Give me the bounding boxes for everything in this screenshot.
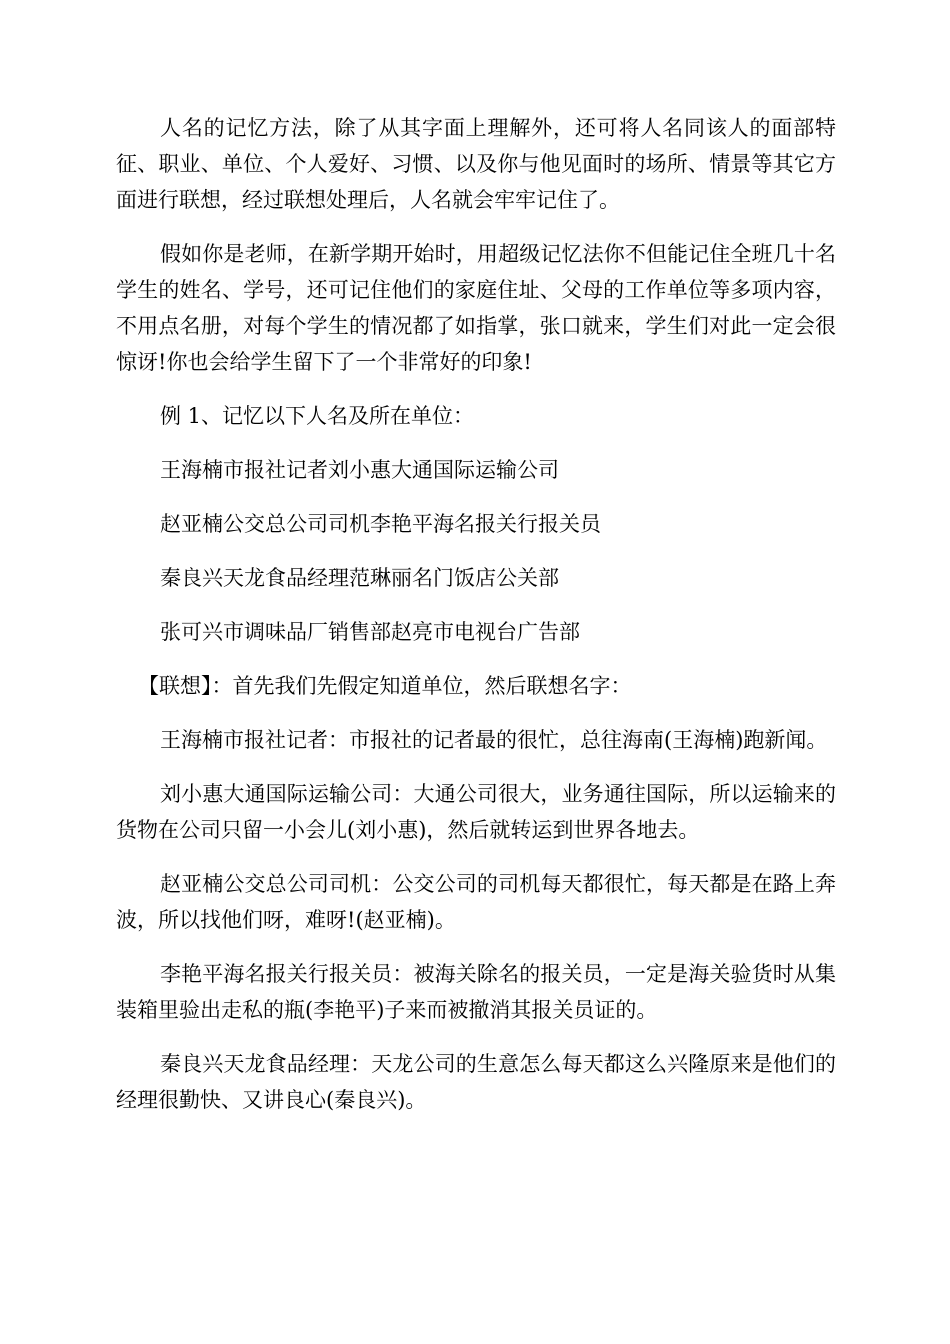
name-list-item: 秦良兴天龙食品经理范琳丽名门饭店公关部 bbox=[160, 566, 559, 590]
association-paragraph: 刘小惠大通国际运输公司：大通公司很大，业务通往国际，所以运输来的货物在公司只留一小会儿(刘小惠)，然后就转运到世界各地去。 bbox=[116, 782, 836, 842]
name-list-item: 张可兴市调味品厂销售部赵亮市电视台广告部 bbox=[160, 620, 580, 644]
association-paragraph: 王海楠市报社记者：市报社的记者最的很忙，总往海南(王海楠)跑新闻。 bbox=[160, 728, 828, 752]
association-heading: 【联想】：首先我们先假定知道单位，然后联想名字： bbox=[138, 674, 632, 698]
intro-paragraph-2: 假如你是老师，在新学期开始时，用超级记忆法你不但能记住全班几十名学生的姓名、学号，还可记住他们的家庭住址、父母的工作单位等多项内容，不用点名册，对每个学生的情况都了如指掌，张口就来，学生们对此一定会很惊讶!你也会给学生留下了一个非常好的印象! bbox=[116, 242, 836, 374]
example-heading: 例 1、记忆以下人名及所在单位： bbox=[160, 404, 475, 428]
association-paragraph: 赵亚楠公交总公司司机：公交公司的司机每天都很忙，每天都是在路上奔波，所以找他们呀，难呀!(赵亚楠)。 bbox=[116, 872, 836, 932]
name-list-item: 王海楠市报社记者刘小惠大通国际运输公司 bbox=[160, 458, 559, 482]
document-body bbox=[116, 110, 836, 1136]
association-paragraph: 秦良兴天龙食品经理：天龙公司的生意怎么每天都这么兴隆原来是他们的经理很勤快、又讲良心(秦良兴)。 bbox=[116, 1052, 836, 1112]
intro-paragraph-1: 人名的记忆方法，除了从其字面上理解外，还可将人名同该人的面部特征、职业、单位、个人爱好、习惯、以及你与他见面时的场所、情景等其它方面进行联想，经过联想处理后，人名就会牢牢记住了。 bbox=[116, 116, 836, 212]
association-paragraph: 李艳平海名报关行报关员：被海关除名的报关员，一定是海关验货时从集装箱里验出走私的瓶(李艳平)子来而被撤消其报关员证的。 bbox=[116, 962, 836, 1022]
name-list-item: 赵亚楠公交总公司司机李艳平海名报关行报关员 bbox=[160, 512, 601, 536]
